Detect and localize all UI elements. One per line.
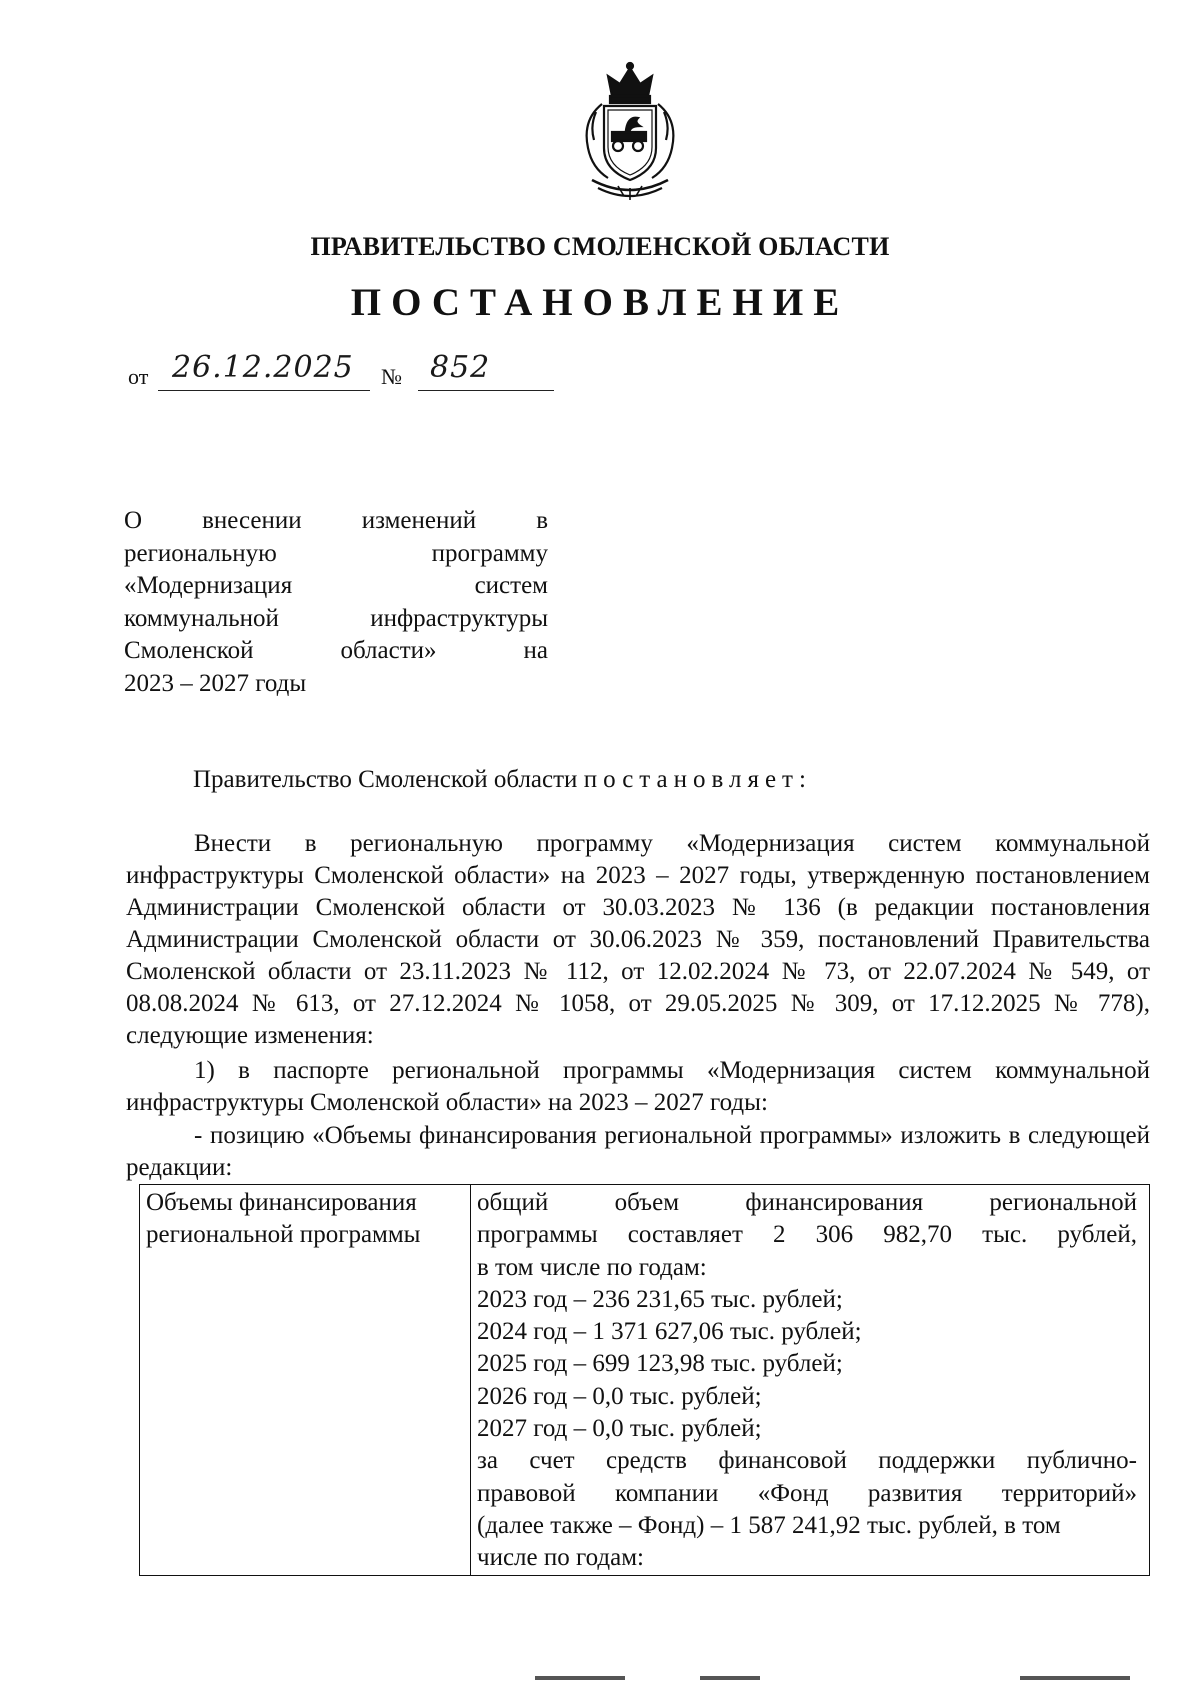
subject-line: 2023 – 2027 годы: [124, 669, 307, 697]
table-cell-label: [140, 1185, 471, 1576]
date-label: от: [128, 364, 149, 389]
cell-line: 2027 год – 0,0 тыс. рублей;: [477, 1415, 762, 1443]
subject-line: «Модернизация систем: [124, 572, 548, 599]
table-row: [140, 1185, 1150, 1576]
cell-line: числе по годам:: [477, 1544, 644, 1572]
table-cell-value: [471, 1185, 1150, 1576]
paragraph-amendment: [126, 828, 1150, 1052]
decree-text: Правительство Смоленской области: [193, 766, 584, 793]
date-field: [158, 350, 370, 391]
financing-table: [139, 1184, 1150, 1576]
decree-verb: постановляет:: [583, 766, 812, 793]
document-type-title: ПОСТАНОВЛЕНИЕ: [350, 281, 850, 324]
handwritten-number: 852: [430, 350, 491, 385]
number-field: [418, 350, 554, 391]
cell-line: 2023 год – 236 231,65 тыс. рублей;: [477, 1285, 843, 1313]
decree-statement: [193, 764, 1093, 796]
scan-artifact: [535, 1676, 625, 1680]
subject-line: О внесении изменений в: [124, 507, 548, 534]
subject-line: коммунальной инфраструктуры: [124, 604, 548, 632]
cell-line: правовой компании «Фонд развития территорий»: [477, 1479, 1137, 1507]
cell-line: за счет средств финансовой поддержки публично-: [477, 1447, 1137, 1475]
paragraph-item-1: [126, 1055, 1150, 1119]
handwritten-date: 26.12.2025: [172, 350, 354, 385]
cell-line: 2024 год – 1 371 627,06 тыс. рублей;: [477, 1318, 862, 1346]
paragraph-text: - позицию «Объемы финансирования региональной программы» изложить в следующей редакции:: [126, 1122, 1150, 1181]
subject-line: Смоленской области» на: [124, 637, 548, 664]
subject-heading: [124, 505, 548, 700]
cell-line: общий объем финансирования региональной: [477, 1189, 1137, 1216]
scan-artifact: [1020, 1676, 1130, 1680]
cell-line: программы составляет 2 306 982,70 тыс. рублей,: [477, 1221, 1137, 1249]
smolensk-coat-of-arms-icon: [568, 60, 692, 202]
cell-line: 2026 год – 0,0 тыс. рублей;: [477, 1382, 762, 1410]
cell-line: региональной программы: [146, 1221, 421, 1249]
number-label: №: [381, 364, 402, 389]
paragraph-text: Внести в региональную программу «Модернизация систем коммунальной инфраструктуры Смоленской области» на 2023 – 2027 годы, утвержденную постановлением Администрации Смоленской области от 30.03.2023 № 136 (в редакции постановления Администрации Смоленской области от 30.06.2023 № 359, постановлений Правительства Смоленской области от 23.11.2023 № 112, от 12.02.2024 № 73, от 22.07.2024 № 549, от 08.08.2024 № 613, от 27.12.2024 № 1058, от 29.05.2025 № 309, от 17.12.2025 № 778), следующие изменения:: [126, 830, 1150, 1049]
cell-line: в том числе по годам:: [477, 1253, 707, 1281]
cell-line: Объемы финансирования: [146, 1189, 417, 1216]
paragraph-text: 1) в паспорте региональной программы «Модернизация систем коммунальной инфраструктуры Смоленской области» на 2023 – 2027 годы:: [126, 1057, 1150, 1116]
cell-line: 2025 год – 699 123,98 тыс. рублей;: [477, 1350, 843, 1378]
scan-artifact: [700, 1676, 760, 1680]
subject-line: региональную программу: [124, 539, 548, 567]
organization-name: ПРАВИТЕЛЬСТВО СМОЛЕНСКОЙ ОБЛАСТИ: [310, 232, 890, 261]
cell-line: (далее также – Фонд) – 1 587 241,92 тыс. рублей, в том: [477, 1511, 1061, 1539]
paragraph-position: [126, 1120, 1150, 1184]
